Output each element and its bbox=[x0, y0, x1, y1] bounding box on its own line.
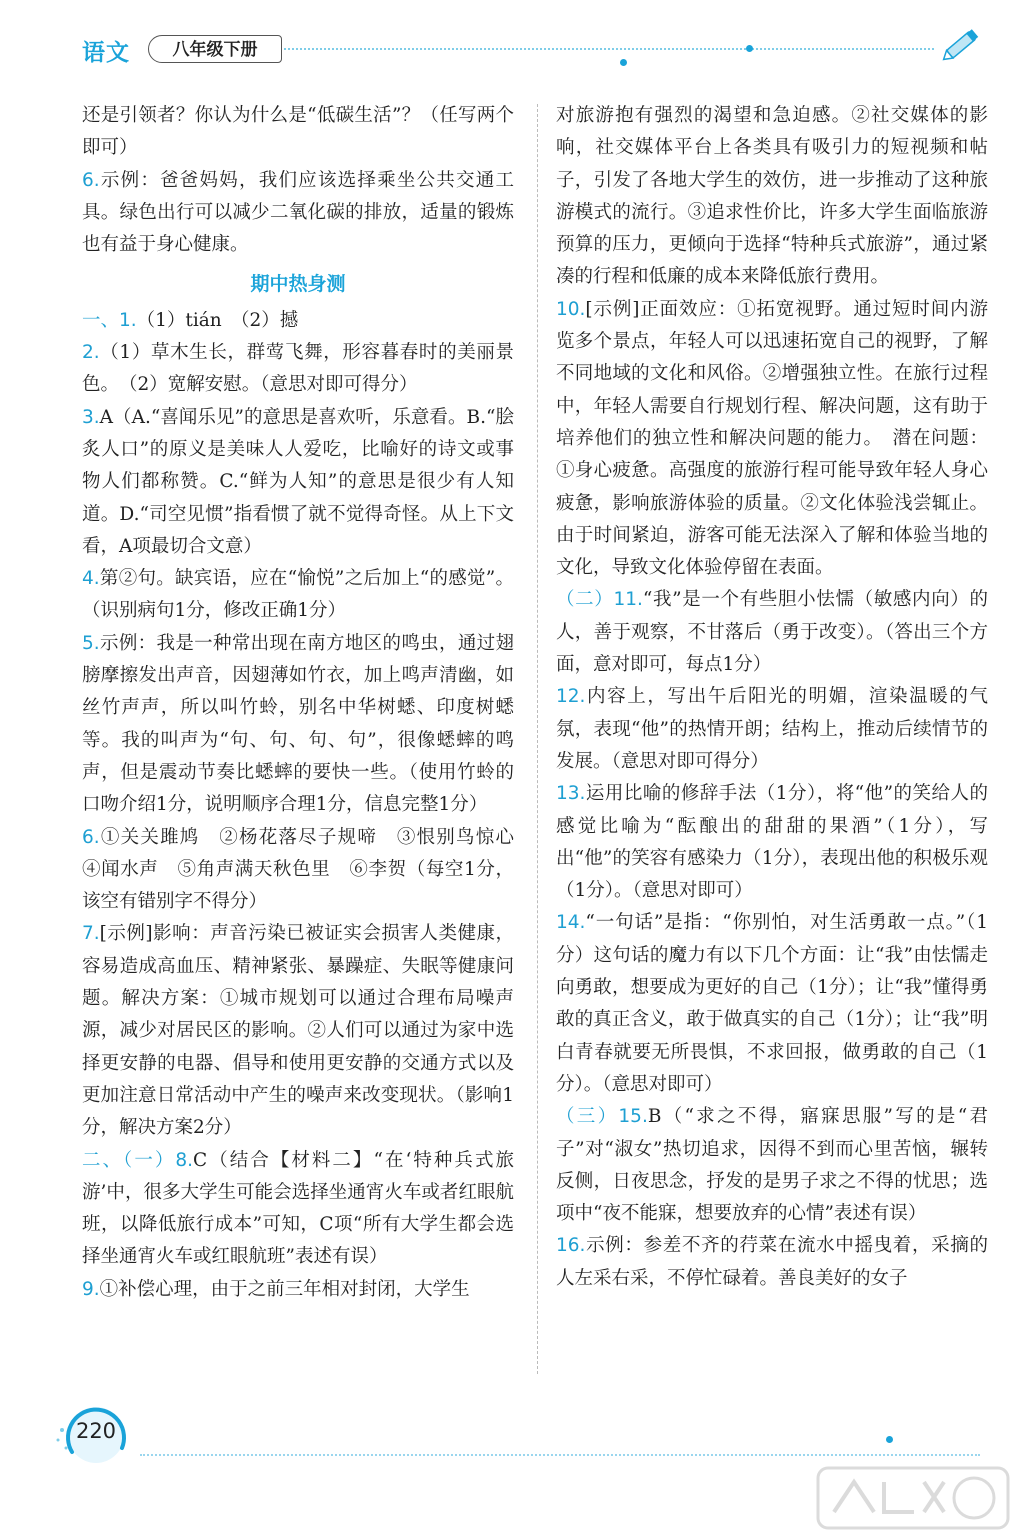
answer-paragraph: 2.（1）草木生长，群莺飞舞，形容暮春时的美丽景色。 （2）宽解安慰。（意思对即可得分） bbox=[82, 342, 514, 396]
column-divider bbox=[537, 104, 538, 1374]
question-number: 6. bbox=[82, 169, 100, 191]
answer-paragraph: （三）15.B（“求之不得，寤寐思服”写的是“君子”对“淑女”热切追求，因得不到而心里苦恼，辗转反侧，日夜思念，抒发的是男子求之不得的忧思；选项中“夜不能寐，想要放弃的心情”表述有误） bbox=[556, 1106, 988, 1225]
question-number: 3. bbox=[82, 406, 100, 428]
answer-paragraph: 10.[示例]正面效应：①拓宽视野。通过短时间内游览多个景点，年轻人可以迅速拓宽自己的视野，了解不同地域的文化和风俗。②增强独立性。在旅行过程中，年轻人需要自行规划行程、解决问题，这有助于培养他们的独立性和解决问题的能力。 潜在问题：①身心疲惫。高强度的旅游行程可能导致年轻人身心疲惫，影响旅游体验的质量。②文化体验浅尝辄止。由于时间紧迫，游客可能无法深入了解和体验当地的文化，导致文化体验停留在表面。 bbox=[556, 298, 988, 579]
answer-paragraph: 二、（一）8.C（结合【材料二】“在‘特种兵式旅游’中，很多大学生可能会选择坐通宵火车或者红眼航班，以降低旅行成本”可知，C项“所有大学生都会选择坐通宵火车或红眼航班”表述有误） bbox=[82, 1149, 514, 1268]
footer-dotted-line bbox=[140, 1454, 980, 1456]
answer-paragraph: 6.①关关雎鸠 ②杨花落尽子规啼 ③恨别鸟惊心 ④闻水声 ⑤角声满天秋色里 ⑥李贺（每空1分，该空有错别字不得分） bbox=[82, 826, 533, 913]
answer-paragraph: 3.A（A.“喜闻乐见”的意思是喜欢听，乐意看。B.“脍炙人口”的原义是美味人人爱吃，比喻好的诗文或事物人们都称赞。C.“鲜为人知”的意思是很少有人知道。D.“司空见惯”指看惯了就不觉得奇怪。从上下文看，A项最切合文意） bbox=[82, 406, 514, 557]
answer-paragraph: 12.内容上，写出午后阳光的明媚，渲染温暖的气氛，表现“他”的热情开朗；结构上，推动后续情节的发展。（意思对即可得分） bbox=[556, 686, 988, 772]
answer-paragraph: 7.[示例]影响：声音污染已被证实会损害人类健康，容易造成高血压、精神紧张、暴躁症、失眠等健康问题。解决方案：①城市规划可以通过合理布局噪声源，减少对居民区的影响。②人们可以通过为家中选择更安静的电器、倡导和使用更安静的交通方式以及更加注意日常活动中产生的噪声来改变现状。（影响1分，解决方案2分） bbox=[82, 923, 514, 1139]
answer-paragraph: 16.示例：参差不齐的荇菜在流水中摇曳着，采摘的人左采右采，不停忙碌着。善良美好的女子 bbox=[556, 1235, 988, 1289]
answer-paragraph: 5.示例：我是一种常出现在南方地区的鸣虫，通过翅膀摩擦发出声音，因翅薄如竹衣，加上鸣声清幽，如丝竹声声，所以叫竹蛉，别名中华树蟋、印度树蟋等。我的叫声为“句、句、句、句”，很像蟋蟀的鸣声，但是震动节奏比蟋蟀的要快一些。（使用竹蛉的口吻介绍1分，说明顺序合理1分，信息完整1分） bbox=[82, 632, 514, 816]
watermark-logo-icon bbox=[814, 1462, 1014, 1534]
question-number: 2. bbox=[82, 342, 100, 364]
question-number: 4. bbox=[82, 568, 100, 590]
question-number: 10. bbox=[556, 298, 586, 320]
subject-label: 语文 bbox=[82, 40, 130, 66]
answer-paragraph: 9.①补偿心理，由于之前三年相对封闭，大学生 bbox=[82, 1278, 470, 1300]
question-number: （二）11. bbox=[556, 589, 643, 611]
answer-paragraph: 6.示例：爸爸妈妈，我们应该选择乘坐公共交通工具。绿色出行可以减少二氧化碳的排放，适量的锻炼也有益于身心健康。 bbox=[82, 169, 514, 256]
footer-dot bbox=[886, 1436, 893, 1443]
question-number: 6. bbox=[82, 826, 100, 848]
question-number: 13. bbox=[556, 783, 586, 805]
header-dotted-line bbox=[284, 48, 934, 50]
question-number: 12. bbox=[556, 686, 586, 708]
header-dot bbox=[746, 45, 753, 52]
question-number: 7. bbox=[82, 923, 100, 945]
question-number: 5. bbox=[82, 632, 100, 654]
question-number: 16. bbox=[556, 1235, 586, 1257]
left-column bbox=[82, 100, 533, 1306]
header-dot bbox=[620, 59, 627, 66]
answer-paragraph: 对旅游抱有强烈的渴望和急迫感。②社交媒体的影响，社交媒体平台上各类具有吸引力的短视频和帖子，引发了各地大学生的效仿，进一步推动了这种旅游模式的流行。③追求性价比，许多大学生面临旅游预算的压力，更倾向于选择“特种兵式旅游”，通过紧凑的行程和低廉的成本来降低旅行费用。 bbox=[556, 105, 988, 288]
question-number: 9. bbox=[82, 1278, 100, 1300]
answer-paragraph: 一、1.（1）tián （2）撼 bbox=[82, 309, 299, 331]
answer-paragraph: 14.“一句话”是指：“你别怕，对生活勇敢一点。”（1分）这句话的魔力有以下几个方面：让“我”由怯懦走向勇敢，想要成为更好的自己（1分）；让“我”懂得勇敢的真正含义，敢于做真实的自己（1分）；让“我”明白青春就要无所畏惧，不求回报，做勇敢的自己（1分）。（意思对即可） bbox=[556, 912, 988, 1095]
answer-paragraph: 还是引领者？你认为什么是“低碳生活”？（任写两个即可） bbox=[82, 105, 514, 159]
question-number: 一、1. bbox=[82, 309, 137, 331]
answer-paragraph: 13.运用比喻的修辞手法（1分），将“他”的笑给人的感觉比喻为“酝酿出的甜甜的果酒”（1分），写出“他”的笑容有感染力（1分），表现出他的积极乐观（1分）。（意思对即可） bbox=[556, 783, 988, 902]
grade-label: 八年级下册 bbox=[148, 35, 282, 63]
question-number: 14. bbox=[556, 912, 586, 934]
section-title: 期中热身测 bbox=[250, 273, 346, 296]
answer-paragraph: （二）11.“我”是一个有些胆小怯懦（敏感内向）的人，善于观察，不甘落后（勇于改变）。（答出三个方面，意对即可，每点1分） bbox=[556, 589, 988, 676]
page-number: 220 bbox=[75, 1419, 117, 1443]
answer-paragraph: 4.第②句。缺宾语，应在“愉悦”之后加上“的感觉”。（识别病句1分，修改正确1分） bbox=[82, 568, 514, 622]
right-column bbox=[556, 100, 988, 1295]
pen-icon bbox=[938, 22, 986, 66]
question-number: （三）15. bbox=[556, 1106, 648, 1128]
question-number: 二、（一）8. bbox=[82, 1149, 194, 1171]
